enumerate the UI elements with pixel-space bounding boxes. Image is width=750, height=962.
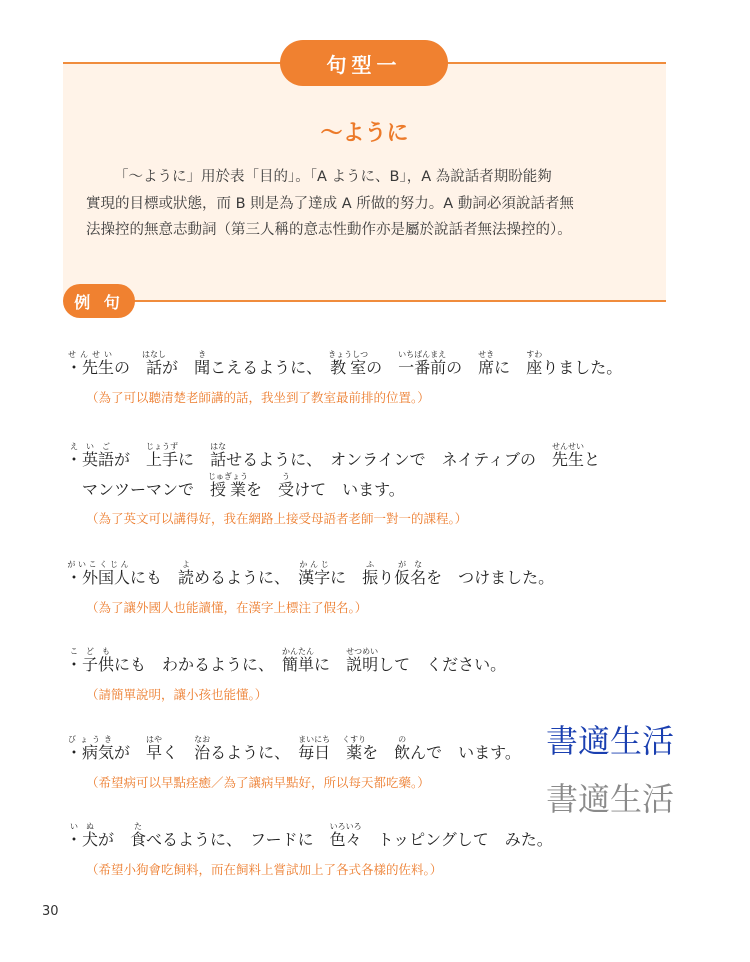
sentence-text: の bbox=[114, 358, 147, 377]
furigana-reading: いろいろ bbox=[329, 822, 362, 831]
furigana-word: 振ふ bbox=[362, 560, 379, 587]
sentence-text: の bbox=[366, 358, 399, 377]
sentence-text: の bbox=[446, 358, 479, 377]
example-sentence-continued bbox=[82, 472, 405, 500]
furigana-reading: せんせい bbox=[552, 442, 585, 451]
example-translation: （請簡單說明，讓小孩也能懂。） bbox=[86, 687, 268, 702]
furigana-reading: じょうず bbox=[146, 442, 179, 451]
furigana-reading: う bbox=[278, 472, 295, 481]
furigana-reading: はや bbox=[146, 735, 163, 744]
sentence-text: トッピングして みた。 bbox=[361, 830, 553, 849]
examples-badge: 例 句 bbox=[63, 284, 135, 318]
furigana-word: 一番前いちばんまえ bbox=[398, 350, 447, 377]
furigana-reading: いぬ bbox=[66, 822, 99, 831]
furigana-reading: はなし bbox=[142, 350, 167, 359]
furigana-word: 説明せつめい bbox=[346, 647, 379, 674]
furigana-reading: ふ bbox=[362, 560, 379, 569]
furigana-reading: すわ bbox=[526, 350, 543, 359]
furigana-word: 読よ bbox=[178, 560, 195, 587]
section-badge: 句型一 bbox=[280, 40, 448, 86]
example-sentence bbox=[66, 350, 622, 378]
furigana-reading: びょうき bbox=[66, 735, 115, 744]
furigana-reading: せつめい bbox=[346, 647, 379, 656]
furigana-reading: くすり bbox=[342, 735, 367, 744]
sentence-text: マンツーマンで bbox=[82, 480, 211, 499]
sentence-text: が bbox=[114, 450, 147, 469]
example-sentence bbox=[66, 442, 600, 470]
example-sentence bbox=[66, 647, 506, 675]
furigana-word: 先生せんせい bbox=[552, 442, 585, 469]
furigana-word: 食た bbox=[130, 822, 147, 849]
furigana-reading: はな bbox=[210, 442, 227, 451]
furigana-reading: きょうしつ bbox=[328, 350, 369, 359]
furigana-word: 色々いろいろ bbox=[329, 822, 362, 849]
furigana-word: ・病気びょうき bbox=[66, 735, 115, 762]
example-sentence bbox=[66, 735, 521, 763]
sentence-text: く bbox=[162, 743, 195, 762]
sentence-text: けて います。 bbox=[294, 480, 405, 499]
furigana-word: 毎日まいにち bbox=[298, 735, 331, 762]
sentence-text: に bbox=[494, 358, 527, 377]
furigana-word: 飲の bbox=[394, 735, 411, 762]
sentence-text: めるように、 bbox=[194, 568, 299, 587]
furigana-word: 漢字かんじ bbox=[298, 560, 331, 587]
furigana-reading: き bbox=[194, 350, 211, 359]
description-line: 「〜ように」用於表「目的」。「A ように、B」，A 為說話者期盼能夠 bbox=[114, 169, 552, 185]
sentence-text: に bbox=[330, 568, 363, 587]
grammar-description bbox=[86, 164, 646, 244]
furigana-word: 座すわ bbox=[526, 350, 543, 377]
furigana-word: 上手じょうず bbox=[146, 442, 179, 469]
example-translation: （希望病可以早點痊癒／為了讓病早點好，所以每天都吃藥。） bbox=[86, 775, 430, 790]
description-line: 法操控的無意志動詞（第三人稱的意志性動作亦是屬於說話者無法操控的）。 bbox=[86, 222, 572, 238]
furigana-word: ・外国人がいこくじん bbox=[66, 560, 131, 587]
sentence-text: が bbox=[114, 743, 147, 762]
sentence-text: せるように、 オンラインで ネイティブの bbox=[226, 450, 552, 469]
furigana-reading: がいこくじん bbox=[66, 560, 131, 569]
watermark-gray: 書適生活 bbox=[546, 780, 675, 818]
furigana-word: 話はなし bbox=[142, 350, 167, 377]
furigana-reading: よ bbox=[178, 560, 195, 569]
sentence-text: りました。 bbox=[542, 358, 623, 377]
sentence-text: を つけました。 bbox=[426, 568, 555, 587]
description-line: 實現的目標或狀態，而 B 則是為了達成 A 所做的努力。A 動詞必須說話者無 bbox=[86, 195, 574, 212]
example-sentence bbox=[66, 560, 554, 588]
sentence-text: を bbox=[246, 480, 279, 499]
furigana-reading: の bbox=[394, 735, 411, 744]
furigana-word: ・子供こども bbox=[66, 647, 115, 674]
furigana-word: 仮名がな bbox=[394, 560, 427, 587]
watermark-blue: 書適生活 bbox=[546, 722, 675, 760]
sentence-text: にも bbox=[130, 568, 179, 587]
furigana-reading: がな bbox=[394, 560, 427, 569]
furigana-word: ・犬いぬ bbox=[66, 822, 99, 849]
furigana-reading: せき bbox=[478, 350, 495, 359]
furigana-word: 治なお bbox=[194, 735, 211, 762]
furigana-word: ・先生せんせい bbox=[66, 350, 115, 377]
sentence-text: べるように、 フードに bbox=[146, 830, 330, 849]
furigana-reading: えいご bbox=[66, 442, 115, 451]
example-translation: （為了讓外國人也能讀懂，在漢字上標注了假名。） bbox=[86, 600, 368, 615]
sentence-text: と bbox=[584, 450, 601, 469]
furigana-reading: なお bbox=[194, 735, 211, 744]
example-translation: （希望小狗會吃飼料，而在飼料上嘗試加上了各式各樣的佐料。） bbox=[86, 862, 443, 877]
furigana-word: 受う bbox=[278, 472, 295, 499]
furigana-reading: じゅぎょう bbox=[208, 472, 249, 481]
furigana-word: 簡単かんたん bbox=[282, 647, 315, 674]
furigana-reading: こども bbox=[66, 647, 115, 656]
sentence-text: が bbox=[98, 830, 131, 849]
sentence-text: が bbox=[162, 358, 195, 377]
furigana-reading: かんたん bbox=[282, 647, 315, 656]
furigana-word: 授業じゅぎょう bbox=[208, 472, 249, 499]
furigana-word: 早はや bbox=[146, 735, 163, 762]
sentence-text: して ください。 bbox=[378, 655, 507, 674]
grammar-pattern: 〜ように bbox=[320, 121, 409, 146]
furigana-reading: た bbox=[130, 822, 147, 831]
example-translation: （為了可以聽清楚老師講的話，我坐到了教室最前排的位置。） bbox=[86, 390, 430, 405]
sentence-text: るように、 bbox=[210, 743, 299, 762]
furigana-word: 教室きょうしつ bbox=[328, 350, 369, 377]
furigana-reading: まいにち bbox=[298, 735, 331, 744]
page-number: 30 bbox=[42, 904, 59, 919]
furigana-reading: かんじ bbox=[298, 560, 331, 569]
sentence-text: こえるように、 bbox=[210, 358, 331, 377]
sentence-text: り bbox=[378, 568, 395, 587]
example-translation: （為了英文可以講得好，我在網路上接受母語者老師一對一的課程。） bbox=[86, 511, 468, 526]
sentence-text: んで います。 bbox=[410, 743, 521, 762]
furigana-reading: せんせい bbox=[66, 350, 115, 359]
example-sentence bbox=[66, 822, 553, 850]
furigana-word: 話はな bbox=[210, 442, 227, 469]
furigana-word: 聞き bbox=[194, 350, 211, 377]
furigana-word: 席せき bbox=[478, 350, 495, 377]
sentence-text: に bbox=[314, 655, 347, 674]
sentence-text: を bbox=[362, 743, 395, 762]
furigana-reading: いちばんまえ bbox=[398, 350, 447, 359]
examples-rule bbox=[128, 300, 666, 302]
sentence-text: にも わかるように、 bbox=[114, 655, 283, 674]
furigana-word: ・英語えいご bbox=[66, 442, 115, 469]
furigana-word: 薬くすり bbox=[342, 735, 367, 762]
sentence-text: に bbox=[178, 450, 211, 469]
